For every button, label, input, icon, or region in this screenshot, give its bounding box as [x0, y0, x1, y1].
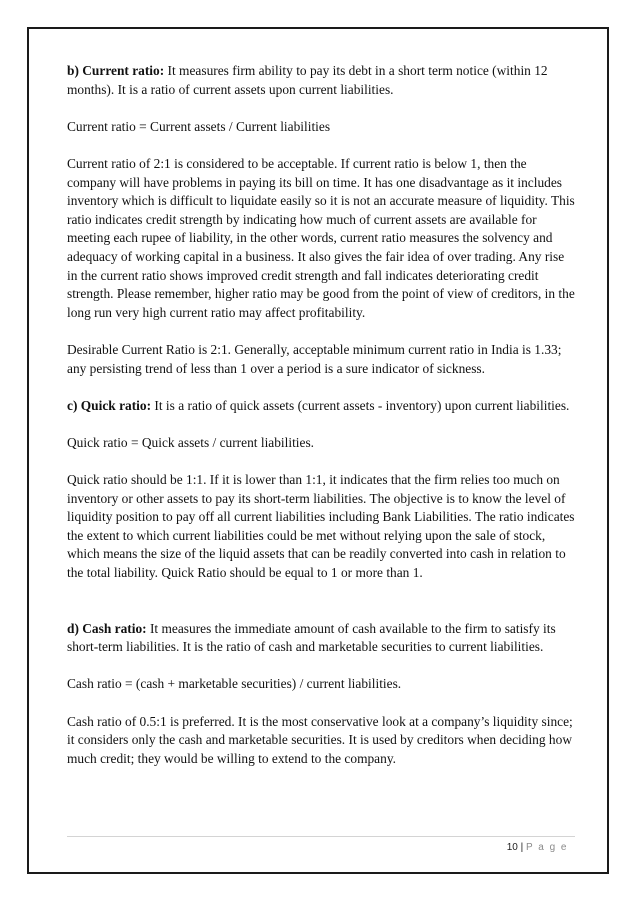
footer-divider: [67, 836, 575, 837]
current-ratio-intro-text: It measures firm ability to pay its debt in a short term notice (within 12 months). It is a ratio of current assets upon current liabilities.: [67, 63, 548, 97]
page-label: P a g e: [525, 842, 568, 853]
cash-ratio-explanation: Cash ratio of 0.5:1 is preferred. It is the most conservative look at a company’s liquidity since; it considers only the cash and marketable securities. It is used by creditors when deciding how much credit; they would be willing to extend to the company.: [67, 713, 573, 766]
quick-ratio-formula: Quick ratio = Quick assets / current liabilities.: [67, 434, 315, 450]
current-ratio-desirable: Desirable Current Ratio is 2:1. Generally, acceptable minimum current ratio in India is 1.33; any persisting trend of less than 1 over a period is a sure indicator of sickness.: [67, 341, 562, 376]
cash-ratio-intro-paragraph: [67, 620, 575, 657]
cash-ratio-heading: d) Cash ratio:: [67, 620, 147, 636]
page-footer: [507, 842, 568, 853]
quick-ratio-intro-paragraph: [67, 397, 575, 416]
current-ratio-formula: Current ratio = Current assets / Current liabilities: [67, 118, 331, 134]
current-ratio-heading: b) Current ratio:: [67, 63, 165, 78]
document-body: [67, 62, 575, 768]
current-ratio-explanation: Current ratio of 2:1 is considered to be acceptable. If current ratio is below 1, then the company will have problems in paying its bill on time. It has one disadvantage as it includes inventory which is difficult to liquidate easily so it is not an accurate measure of liquidity. This ratio indicates credit strength by indicating how much of current assets are available for meeting each rupee of liability, in the other words, current ratio measures the solvency and adequacy of working capital in a business. It also gives the fair idea of over trading. Any rise in the current ratio shows improved credit strength and fall indicates deteriorating credit strength. Please remember, higher ratio may be good from the point of view of creditors, in the long run very high current ratio may affect profitability.: [67, 155, 575, 320]
cash-ratio-intro-text: It measures the immediate amount of cash available to the firm to satisfy its short-term liabilities. It is the ratio of cash and marketable securities to current liabilities.: [67, 620, 556, 655]
current-ratio-intro-paragraph: [67, 62, 575, 99]
quick-ratio-intro-text: It is a ratio of quick assets (current assets - inventory) upon current liabilities.: [151, 397, 570, 413]
cash-ratio-formula: Cash ratio = (cash + marketable securities) / current liabilities.: [67, 676, 402, 692]
quick-ratio-explanation: Quick ratio should be 1:1. If it is lower than 1:1, it indicates that the firm relies too much on inventory or other assets to pay its short-term liabilities. The objective is to know the level of liquidity position to pay off all current liabilities including Bank Liabilities. The ratio indicates the extent to which current liabilities could be met without relying upon the sale of stock, which means the size of the liquid assets that can be readily converted into cash in relation to the total liability. Quick Ratio should be equal to 1 or more than 1.: [67, 472, 575, 581]
page-number: 10: [506, 842, 518, 853]
quick-ratio-heading: c) Quick ratio:: [67, 397, 152, 413]
footer-separator: |: [517, 842, 526, 853]
